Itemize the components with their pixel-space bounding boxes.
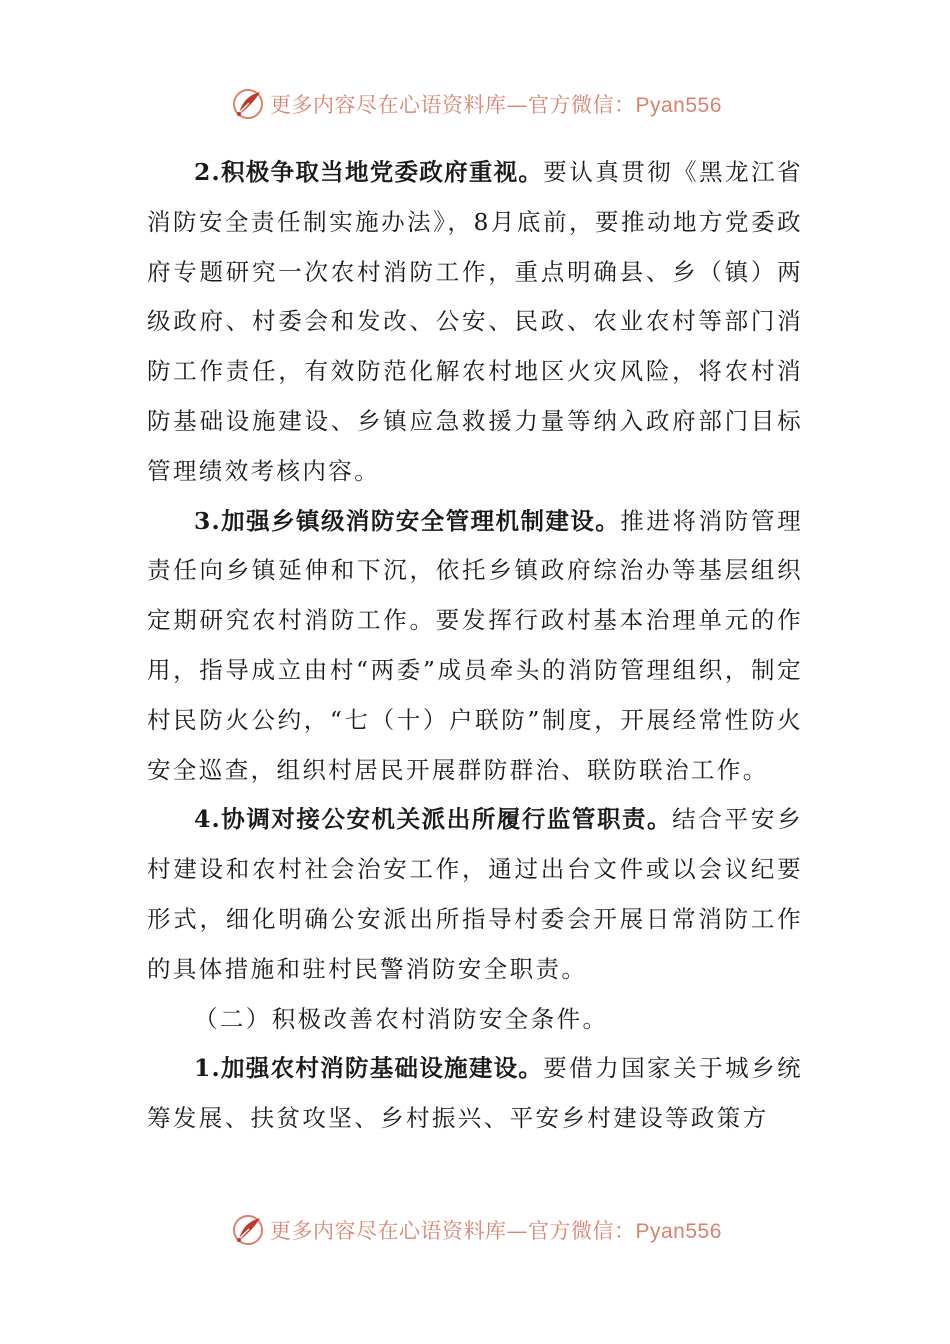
wechat-id: Pyan556	[635, 94, 722, 117]
pen-logo-icon	[230, 1212, 266, 1248]
paragraph-heading: 2.积极争取当地党委政府重视。	[194, 158, 544, 186]
paragraph-body: 推进将消防管理责任向乡镇延伸和下沉，依托乡镇政府综治办等基层组织定期研究农村消防工作。要发挥行政村基本治理单元的作用，指导成立由村“两委”成员牵头的消防管理组织，制定村民防火公约，“七（十）户联防”制度，开展经常性防火安全巡查，组织村居民开展群防群治、联防联治工作。	[147, 506, 803, 784]
paragraph-3	[147, 497, 803, 796]
pen-logo-icon	[230, 86, 266, 122]
paragraph-heading: 1.加强农村消防基础设施建设。	[194, 1054, 544, 1083]
paragraph-body: 要借力国家关于城乡统筹发展、扶贫攻坚、乡村振兴、平安乡村建设等政策方	[147, 1054, 803, 1133]
paragraph-heading: 3.加强乡镇级消防安全管理机制建设。	[194, 506, 621, 535]
paragraph-1	[147, 1044, 803, 1144]
paragraph-body: 要认真贯彻《黑龙江省消防安全责任制实施办法》，8月底前，要推动地方党委政府专题研究一次农村消防工作，重点明确县、乡（镇）两级政府、村委会和发改、公安、民政、农业农村等部门消防工作责任，有效防范化解农村地区火灾风险，将农村消防基础设施建设、乡镇应急救援力量等纳入政府部门目标管理绩效考核内容。	[147, 158, 803, 485]
paragraph-4	[147, 795, 803, 994]
document-body	[147, 148, 803, 1144]
wechat-id: Pyan556	[635, 1220, 722, 1243]
header-banner	[230, 84, 750, 124]
paragraph-body: 结合平安乡村建设和农村社会治安工作，通过出台文件或以会议纪要形式，细化明确公安派出所指导村委会开展日常消防工作的具体措施和驻村民警消防安全职责。	[147, 805, 803, 983]
section-heading: （二）积极改善农村消防安全条件。	[194, 1004, 609, 1033]
footer-banner	[230, 1210, 750, 1250]
footer-banner-text: 更多内容尽在心语资料库—官方微信：Pyan556	[270, 1219, 722, 1243]
header-banner-text: 更多内容尽在心语资料库—官方微信：Pyan556	[270, 93, 722, 117]
paragraph-heading: 4.协调对接公安机关派出所履行监管职责。	[194, 805, 673, 834]
paragraph-2	[147, 148, 803, 497]
